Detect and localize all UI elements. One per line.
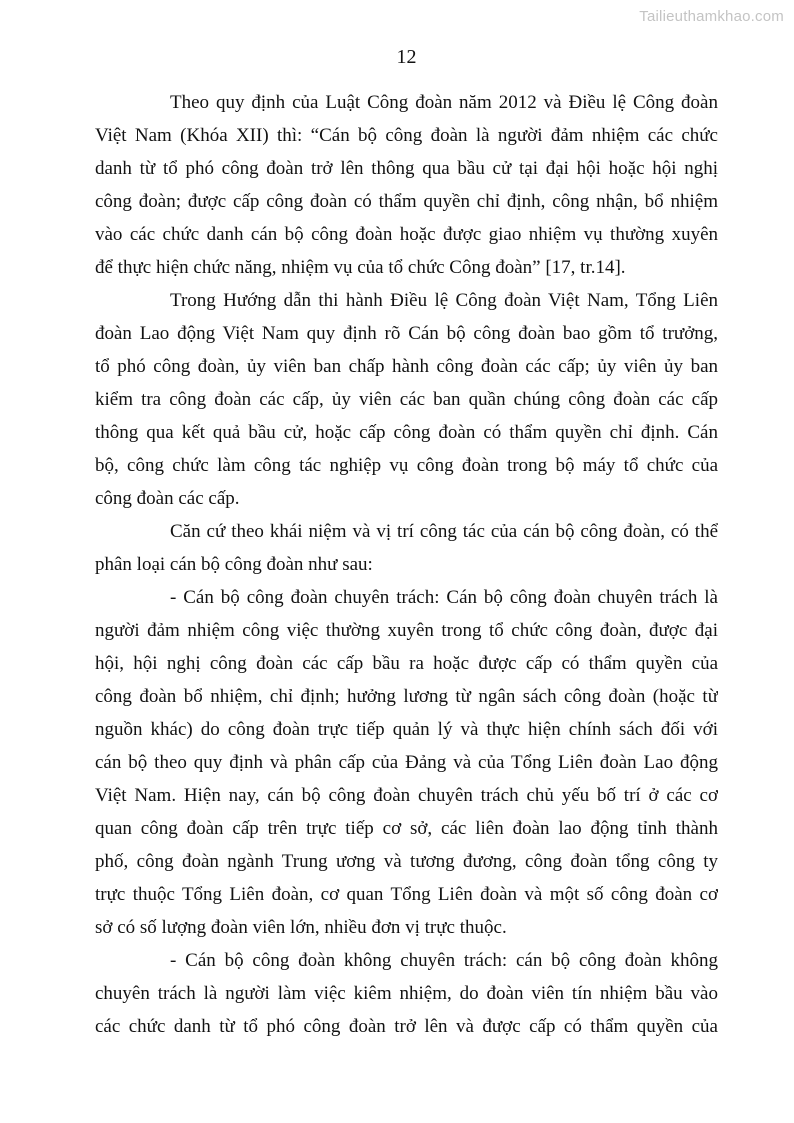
paragraph [95,86,718,284]
paragraph [95,581,718,944]
text-line: bộ, công chức làm công tác nghiệp vụ công đoàn trong bộ máy tổ chức của [95,455,718,476]
text-line: sở có số lượng đoàn viên lớn, nhiều đơn vị trực thuộc. [95,917,507,938]
text-line: phân loại cán bộ công đoàn như sau: [95,554,373,575]
text-line: đoàn Lao động Việt Nam quy định rõ Cán bộ công đoàn bao gồm tổ trưởng, [95,323,718,344]
text-line: thông qua kết quả bầu cử, hoặc cấp công đoàn có thẩm quyền chỉ định. Cán [95,422,718,443]
text-line: Theo quy định của Luật Công đoàn năm 2012 và Điều lệ Công đoàn [170,92,718,113]
text-line: quan công đoàn cấp trên trực tiếp cơ sở, các liên đoàn lao động tỉnh thành [95,818,718,839]
text-line: Việt Nam. Hiện nay, cán bộ công đoàn chuyên trách chủ yếu bố trí ở các cơ [95,785,718,806]
text-line: hội, hội nghị công đoàn các cấp bầu ra hoặc được cấp có thẩm quyền của [95,653,718,674]
text-line: phố, công đoàn ngành Trung ương và tương đương, công đoàn tổng công ty [95,851,718,872]
paragraph [95,284,718,515]
text-line: cán bộ theo quy định và phân cấp của Đảng và của Tổng Liên đoàn Lao động [95,752,718,773]
text-line: - Cán bộ công đoàn chuyên trách: Cán bộ công đoàn chuyên trách là [170,587,718,608]
paragraph [95,944,718,1043]
text-line: tổ phó công đoàn, ủy viên ban chấp hành công đoàn các cấp; ủy viên ủy ban [95,356,718,377]
paragraph [95,515,718,581]
text-line: Trong Hướng dẫn thi hành Điều lệ Công đoàn Việt Nam, Tổng Liên [170,290,718,311]
text-line: người đảm nhiệm công việc thường xuyên trong tổ chức công đoàn, được đại [95,620,718,641]
text-line: các chức danh từ tổ phó công đoàn trở lên và được cấp có thẩm quyền của [95,1016,718,1037]
watermark: Tailieuthamkhao.com [639,8,784,25]
text-line: công đoàn bổ nhiệm, chỉ định; hưởng lương từ ngân sách công đoàn (hoặc từ [95,686,718,707]
text-line: công đoàn; được cấp công đoàn có thẩm quyền chỉ định, công nhận, bổ nhiệm [95,191,718,212]
page-number: 12 [396,46,417,68]
page-body [95,86,718,1043]
text-line: kiểm tra công đoàn các cấp, ủy viên các ban quần chúng công đoàn các cấp [95,389,718,410]
text-line: chuyên trách là người làm việc kiêm nhiệm, do đoàn viên tín nhiệm bầu vào [95,983,718,1004]
text-line: để thực hiện chức năng, nhiệm vụ của tổ chức Công đoàn” [17, tr.14]. [95,257,626,278]
text-line: công đoàn các cấp. [95,488,240,509]
text-line: vào các chức danh cán bộ công đoàn hoặc được giao nhiệm vụ thường xuyên [95,224,718,245]
text-line: Căn cứ theo khái niệm và vị trí công tác của cán bộ công đoàn, có thể [170,521,718,542]
text-line: Việt Nam (Khóa XII) thì: “Cán bộ công đoàn là người đảm nhiệm các chức [95,125,718,146]
text-line: trực thuộc Tổng Liên đoàn, cơ quan Tổng Liên đoàn và một số công đoàn cơ [95,884,718,905]
text-line: - Cán bộ công đoàn không chuyên trách: cán bộ công đoàn không [170,950,718,971]
text-line: danh từ tổ phó công đoàn trở lên thông qua bầu cử tại đại hội hoặc hội nghị [95,158,718,179]
text-line: nguồn khác) do công đoàn trực tiếp quản lý và thực hiện chính sách đối với [95,719,718,740]
